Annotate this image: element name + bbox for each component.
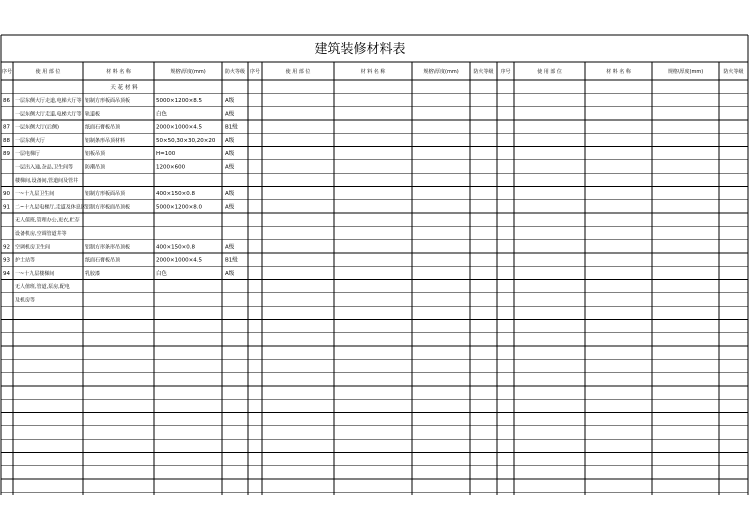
table-row — [3, 149, 235, 157]
table-row — [3, 242, 235, 250]
row-spec: 5000×1200×8.0 — [156, 204, 202, 211]
row-number: 92 — [3, 244, 10, 251]
row-fire-rating: A级 — [225, 270, 235, 277]
column-header: 序号 — [1, 69, 13, 75]
column-header: 防火等级 — [723, 69, 744, 75]
row-spec: 1200×600 — [156, 164, 186, 171]
row-material: 乳胶漆 — [85, 270, 101, 277]
table-row — [3, 256, 238, 264]
row-spec: 白色 — [156, 270, 168, 277]
row-location: 一层东侧大厅(后侧) — [15, 124, 59, 131]
row-spec: 400×150×0.8 — [156, 244, 195, 251]
row-material: 铝制条形吊顶材料 — [85, 137, 126, 144]
column-header: 规格\厚度(mm) — [170, 69, 206, 75]
table-row — [15, 217, 80, 224]
row-material: 铝制方形板面吊顶 — [85, 191, 126, 198]
column-header: 序号 — [500, 69, 511, 75]
table-row — [3, 96, 235, 104]
table-title: 建筑装修材料表 — [314, 42, 406, 57]
row-location: 一~十九层楼梯间 — [15, 270, 55, 277]
column-header: 材 料 名 称 — [360, 69, 386, 75]
table-row — [15, 230, 67, 237]
row-fire-rating: A级 — [225, 244, 235, 251]
row-location: 楼梯间,设备间,管道间及管井 — [15, 177, 79, 184]
row-spec: 5000×1200×8.5 — [156, 97, 202, 104]
row-material: 铝制方形板面吊顶板 — [85, 97, 131, 104]
table-row — [3, 136, 235, 144]
row-fire-rating: A级 — [225, 151, 235, 158]
table-row — [15, 283, 70, 290]
row-location: 一层电梯厅 — [15, 151, 41, 158]
row-spec: 50×50,30×30,20×20 — [156, 137, 216, 144]
row-fire-rating: A级 — [225, 191, 235, 198]
column-header: 防火等级 — [473, 69, 494, 75]
row-fire-rating: A级 — [225, 137, 235, 144]
row-number: 90 — [3, 191, 10, 198]
row-spec: 白色 — [156, 111, 168, 118]
row-fire-rating: B1级 — [225, 257, 238, 264]
row-fire-rating: A级 — [225, 164, 235, 171]
row-fire-rating: A级 — [225, 97, 235, 104]
row-spec: H=100 — [156, 151, 176, 158]
row-location: 设备机房,空调管道井等 — [15, 230, 67, 237]
row-number: 87 — [3, 124, 10, 131]
row-location: 一层出入通,杂品,卫生间等 — [15, 164, 74, 171]
row-material: 铝制方形条形吊顶板 — [85, 244, 131, 251]
row-material: 纸面石膏板吊顶 — [85, 257, 121, 264]
row-material: 铝板吊顶 — [85, 151, 106, 158]
row-material: 铝制方形板面吊顶板 — [85, 204, 131, 211]
row-location: 一层东侧大厅 — [15, 137, 46, 144]
table-row — [3, 202, 235, 210]
column-header: 使 用 部 位 — [537, 69, 562, 75]
row-location: 二~十九层电梯厅,走道及休息区 — [15, 204, 86, 211]
row-number: 88 — [3, 137, 10, 144]
row-number: 94 — [3, 270, 10, 277]
row-fire-rating: B1级 — [225, 124, 238, 131]
row-number: 91 — [3, 204, 10, 211]
row-material: 纸面石膏板吊顶 — [85, 124, 121, 131]
row-location: 无人值班,管道,泵房,配电 — [15, 284, 70, 291]
table-row — [3, 189, 235, 197]
row-location: 及机房等 — [15, 297, 36, 304]
column-header: 防火等级 — [224, 69, 246, 75]
row-location: 一层东侧大厅走道,电梯大厅等 — [15, 97, 82, 104]
column-header: 规格\厚度(mm) — [667, 69, 704, 75]
column-header: 规格\厚度(mm) — [423, 69, 459, 75]
row-location: 一层东侧大厅走道,电梯大厅等 — [15, 111, 82, 118]
table-row — [15, 296, 35, 303]
header-row — [2, 68, 744, 75]
column-header: 材 料 名 称 — [606, 69, 631, 75]
column-header: 使 用 部 位 — [285, 69, 311, 75]
table-grid — [1, 35, 748, 495]
row-spec: 2000×1000×4.5 — [156, 124, 202, 131]
row-number: 89 — [3, 151, 10, 158]
table-row — [15, 109, 235, 117]
row-location: 一~十九层卫生间 — [15, 191, 55, 198]
row-location: 空调机房卫生间 — [15, 244, 51, 251]
column-header: 序号 — [249, 69, 261, 75]
row-spec: 2000×1000×4.5 — [156, 257, 202, 264]
row-fire-rating: A级 — [225, 204, 235, 211]
table-row — [15, 162, 235, 170]
row-material: 轨道板 — [85, 111, 101, 118]
row-number: 86 — [3, 97, 10, 104]
column-header: 材 料 名 称 — [106, 69, 131, 75]
row-material: 防潮吊顶 — [85, 164, 106, 171]
row-number: 93 — [3, 257, 10, 264]
row-spec: 400×150×0.8 — [156, 191, 195, 198]
column-header: 使 用 部 位 — [35, 69, 61, 75]
table-row — [3, 269, 235, 277]
table-row — [15, 177, 78, 184]
row-fire-rating: A级 — [225, 111, 235, 118]
row-location: 护士站等 — [15, 257, 36, 264]
row-location: 无人值班,管理办公,更衣,贮存 — [15, 217, 80, 224]
section-label: 天 花 材 料 — [110, 85, 138, 91]
table-row — [3, 123, 238, 131]
